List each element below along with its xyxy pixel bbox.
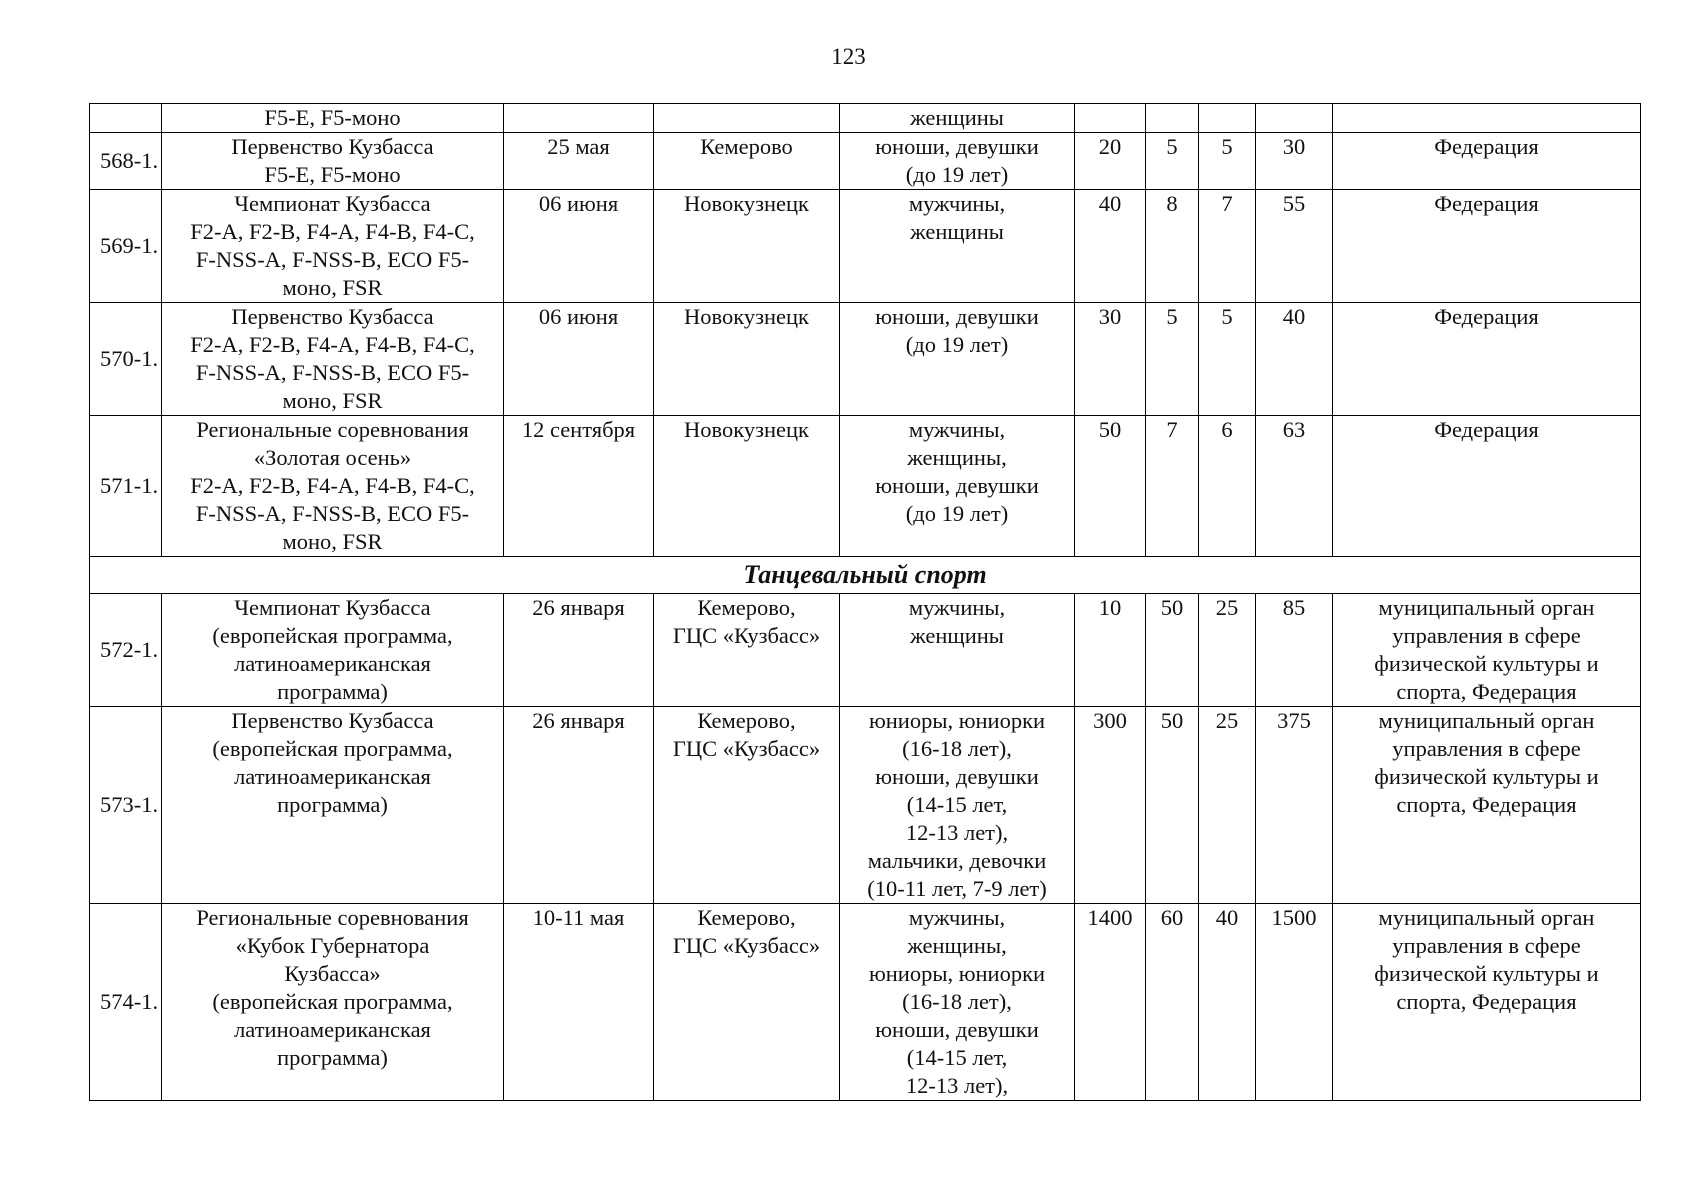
organizer-line: Федерация	[1434, 134, 1539, 159]
event-place-line: Кемерово,	[697, 595, 796, 620]
event-name	[162, 904, 504, 1101]
participants-line: (16-18 лет),	[902, 736, 1012, 761]
row-number	[90, 104, 162, 133]
organizer-line: муниципальный орган	[1378, 595, 1595, 620]
organizer-line: муниципальный орган	[1378, 905, 1595, 930]
count-1	[1075, 104, 1146, 133]
event-place	[654, 104, 840, 133]
participants-line: юноши, девушки	[875, 764, 1039, 789]
participants-line: юноши, девушки	[875, 1017, 1039, 1042]
count-2: 50	[1146, 594, 1199, 707]
organizer-line: физической культуры и	[1374, 961, 1599, 986]
row-number: 573-1.	[90, 707, 162, 904]
participants-line: 12-13 лет),	[905, 1073, 1009, 1098]
organizer	[1333, 904, 1641, 1101]
participants	[840, 190, 1075, 303]
count-2: 5	[1146, 303, 1199, 416]
event-place-line: Кемерово,	[697, 708, 796, 733]
event-name-line: Региональные соревнования	[196, 905, 469, 930]
event-name-line: латиноамериканская	[234, 1017, 431, 1042]
event-name-line: программа)	[277, 679, 388, 704]
event-name-line: F2-A, F2-B, F4-A, F4-B, F4-C,	[190, 473, 475, 498]
event-date	[504, 904, 654, 1101]
participants-line: (до 19 лет)	[905, 332, 1009, 357]
event-name	[162, 303, 504, 416]
page-number: 123	[831, 44, 866, 69]
count-total	[1256, 104, 1333, 133]
participants-line: (до 19 лет)	[905, 162, 1009, 187]
event-place-line: ГЦС «Кузбасс»	[672, 933, 821, 958]
event-name-line: (европейская программа,	[212, 623, 453, 648]
table-row	[90, 104, 1641, 133]
count-3: 5	[1199, 303, 1256, 416]
event-name-line: Кузбасса»	[284, 961, 381, 986]
event-name-line: F5-E, F5-моно	[264, 162, 401, 187]
participants-line: юниоры, юниорки	[868, 961, 1046, 986]
count-2	[1146, 104, 1199, 133]
organizer-line: управления в сфере	[1392, 623, 1581, 648]
row-number: 571-1.	[90, 416, 162, 557]
event-place	[654, 594, 840, 707]
participants-line: (16-18 лет),	[902, 989, 1012, 1014]
event-name-line: «Золотая осень»	[253, 445, 412, 470]
organizer	[1333, 303, 1641, 416]
participants-line: (10-11 лет, 7-9 лет)	[867, 876, 1047, 901]
event-name-line: (европейская программа,	[212, 989, 453, 1014]
table-row	[90, 133, 1641, 190]
event-name-line: F-NSS-A, F-NSS-B, ECO F5-	[195, 501, 470, 526]
event-name-line: Чемпионат Кузбасса	[234, 191, 431, 216]
table-row	[90, 904, 1641, 1101]
count-3: 5	[1199, 133, 1256, 190]
organizer	[1333, 133, 1641, 190]
organizer	[1333, 594, 1641, 707]
event-name-line: Первенство Кузбасса	[231, 708, 434, 733]
organizer-line: управления в сфере	[1392, 933, 1581, 958]
count-1: 50	[1075, 416, 1146, 557]
participants	[840, 104, 1075, 133]
participants	[840, 904, 1075, 1101]
event-place-line: Кемерово	[700, 134, 793, 159]
count-total: 375	[1256, 707, 1333, 904]
events-table	[89, 103, 1641, 1101]
event-place	[654, 303, 840, 416]
count-total: 85	[1256, 594, 1333, 707]
count-3: 25	[1199, 707, 1256, 904]
table-row	[90, 594, 1641, 707]
event-date-line: 12 сентября	[521, 417, 636, 442]
table-row	[90, 303, 1641, 416]
count-2: 50	[1146, 707, 1199, 904]
event-name-line: F2-A, F2-B, F4-A, F4-B, F4-C,	[190, 219, 475, 244]
row-number: 572-1.	[90, 594, 162, 707]
section-header-row	[90, 557, 1641, 594]
event-name-line: Первенство Кузбасса	[231, 304, 434, 329]
organizer	[1333, 707, 1641, 904]
organizer-line: физической культуры и	[1374, 651, 1599, 676]
event-date	[504, 416, 654, 557]
participants	[840, 416, 1075, 557]
count-3: 7	[1199, 190, 1256, 303]
event-place	[654, 190, 840, 303]
count-3: 40	[1199, 904, 1256, 1101]
count-2: 8	[1146, 190, 1199, 303]
event-date-line: 10-11 мая	[532, 905, 625, 930]
count-total: 63	[1256, 416, 1333, 557]
event-name	[162, 416, 504, 557]
count-total: 40	[1256, 303, 1333, 416]
event-place	[654, 133, 840, 190]
organizer-line: Федерация	[1434, 191, 1539, 216]
event-place-line: Кемерово,	[697, 905, 796, 930]
section-title: Танцевальный спорт	[90, 557, 1641, 594]
event-name-line: F2-A, F2-B, F4-A, F4-B, F4-C,	[190, 332, 475, 357]
event-place	[654, 416, 840, 557]
event-name	[162, 190, 504, 303]
event-place-line: Новокузнецк	[684, 304, 809, 329]
count-1: 10	[1075, 594, 1146, 707]
participants-line: (до 19 лет)	[905, 501, 1009, 526]
event-date	[504, 190, 654, 303]
participants-line: юноши, девушки	[875, 473, 1039, 498]
participants	[840, 133, 1075, 190]
event-date-line: 26 января	[532, 708, 625, 733]
participants-line: юниоры, юниорки	[868, 708, 1046, 733]
event-name-line: Чемпионат Кузбасса	[234, 595, 431, 620]
event-date-line: 06 июня	[538, 304, 619, 329]
event-date	[504, 707, 654, 904]
event-name	[162, 707, 504, 904]
participants-line: юноши, девушки	[875, 134, 1039, 159]
event-place	[654, 707, 840, 904]
count-total: 30	[1256, 133, 1333, 190]
event-name-line: «Кубок Губернатора	[235, 933, 430, 958]
count-1: 300	[1075, 707, 1146, 904]
event-date-line: 25 мая	[547, 134, 610, 159]
count-2: 5	[1146, 133, 1199, 190]
event-name-line: моно, FSR	[282, 275, 383, 300]
event-name-line: латиноамериканская	[234, 764, 431, 789]
participants-line: (14-15 лет,	[906, 792, 1008, 817]
organizer-line: спорта, Федерация	[1396, 792, 1577, 817]
event-date	[504, 104, 654, 133]
participants-line: женщины,	[907, 933, 1007, 958]
participants-line: мальчики, девочки	[867, 848, 1047, 873]
participants-line: юноши, девушки	[875, 304, 1039, 329]
participants	[840, 594, 1075, 707]
count-3: 6	[1199, 416, 1256, 557]
event-name	[162, 594, 504, 707]
event-date	[504, 303, 654, 416]
event-name	[162, 133, 504, 190]
participants-line: женщины	[910, 105, 1004, 130]
participants-line: женщины	[910, 623, 1004, 648]
row-number: 570-1.	[90, 303, 162, 416]
participants-line: (14-15 лет,	[906, 1045, 1008, 1070]
organizer	[1333, 416, 1641, 557]
event-place-line: ГЦС «Кузбасс»	[672, 623, 821, 648]
count-total: 1500	[1256, 904, 1333, 1101]
participants-line: мужчины,	[908, 595, 1006, 620]
organizer	[1333, 104, 1641, 133]
organizer	[1333, 190, 1641, 303]
count-1: 20	[1075, 133, 1146, 190]
event-date-line: 26 января	[532, 595, 625, 620]
row-number: 574-1.	[90, 904, 162, 1101]
participants	[840, 303, 1075, 416]
count-total: 55	[1256, 190, 1333, 303]
count-1: 1400	[1075, 904, 1146, 1101]
participants-line: 12-13 лет),	[905, 820, 1009, 845]
event-place-line: ГЦС «Кузбасс»	[672, 736, 821, 761]
event-name-line: моно, FSR	[282, 388, 383, 413]
count-3: 25	[1199, 594, 1256, 707]
table-row	[90, 707, 1641, 904]
organizer-line: Федерация	[1434, 304, 1539, 329]
event-name-line: моно, FSR	[282, 529, 383, 554]
event-name-line: латиноамериканская	[234, 651, 431, 676]
event-name-line: (европейская программа,	[212, 736, 453, 761]
participants-line: мужчины,	[908, 417, 1006, 442]
participants-line: мужчины,	[908, 905, 1006, 930]
participants-line: женщины	[910, 219, 1004, 244]
organizer-line: спорта, Федерация	[1396, 989, 1577, 1014]
event-name-line: F5-E, F5-моно	[264, 105, 401, 130]
organizer-line: управления в сфере	[1392, 736, 1581, 761]
organizer-line: Федерация	[1434, 417, 1539, 442]
participants-line: женщины,	[907, 445, 1007, 470]
participants	[840, 707, 1075, 904]
event-date-line: 06 июня	[538, 191, 619, 216]
row-number: 568-1.	[90, 133, 162, 190]
event-name-line: F-NSS-A, F-NSS-B, ECO F5-	[195, 360, 470, 385]
organizer-line: муниципальный орган	[1378, 708, 1595, 733]
event-place-line: Новокузнецк	[684, 417, 809, 442]
event-name	[162, 104, 504, 133]
count-3	[1199, 104, 1256, 133]
event-place-line: Новокузнецк	[684, 191, 809, 216]
participants-line: мужчины,	[908, 191, 1006, 216]
count-2: 7	[1146, 416, 1199, 557]
table-row	[90, 190, 1641, 303]
event-name-line: программа)	[277, 1045, 388, 1070]
count-1: 30	[1075, 303, 1146, 416]
organizer-line: физической культуры и	[1374, 764, 1599, 789]
count-2: 60	[1146, 904, 1199, 1101]
count-1: 40	[1075, 190, 1146, 303]
row-number: 569-1.	[90, 190, 162, 303]
table-row	[90, 416, 1641, 557]
event-name-line: Первенство Кузбасса	[231, 134, 434, 159]
event-date	[504, 133, 654, 190]
organizer-line: спорта, Федерация	[1396, 679, 1577, 704]
event-name-line: F-NSS-A, F-NSS-B, ECO F5-	[195, 247, 470, 272]
event-place	[654, 904, 840, 1101]
event-name-line: Региональные соревнования	[196, 417, 469, 442]
event-name-line: программа)	[277, 792, 388, 817]
event-date	[504, 594, 654, 707]
